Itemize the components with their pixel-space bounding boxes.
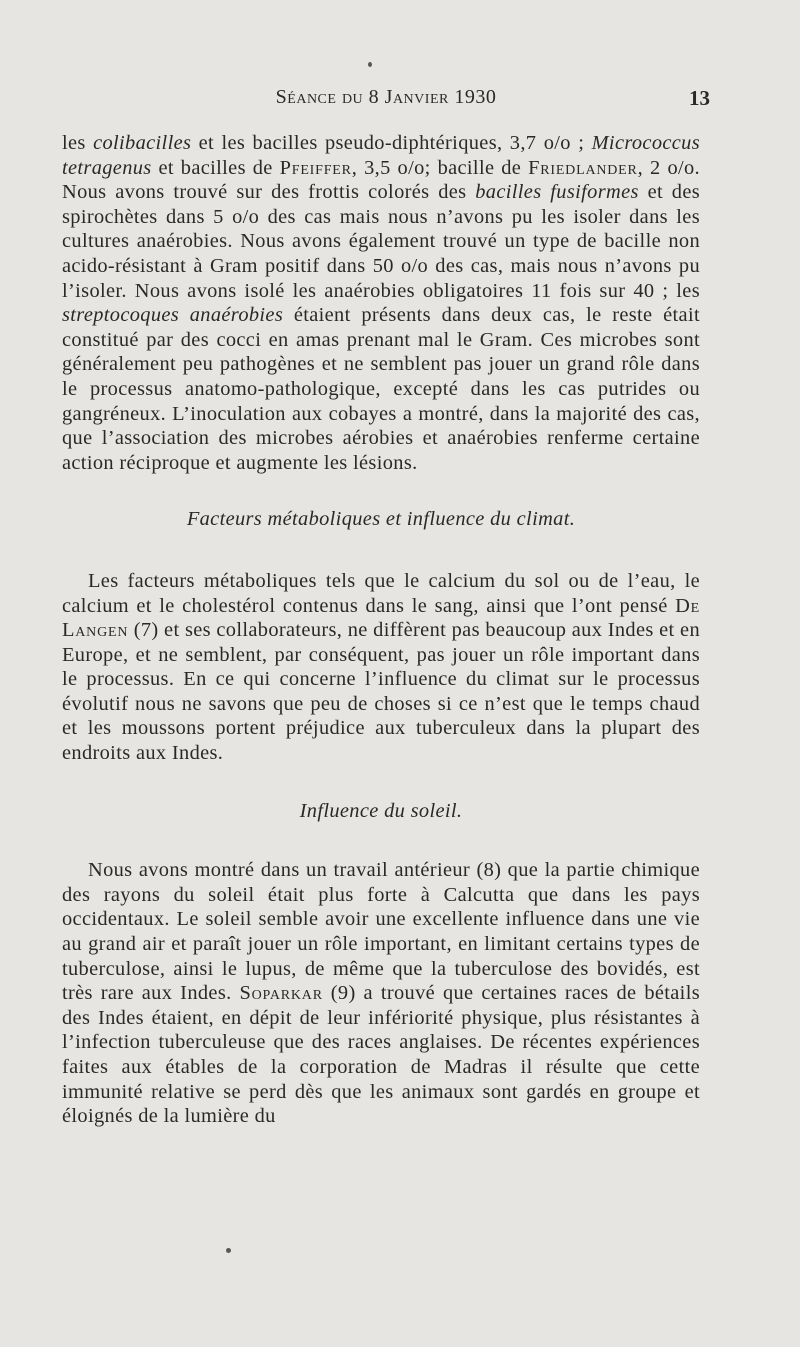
paragraph-1	[62, 131, 700, 475]
text-span: Les facteurs métaboliques tels que le calcium du sol ou de l’eau, le calcium et le cholestérol contenus dans le sang, ainsi que l’ont pensé	[62, 569, 700, 617]
section-heading-metabolic: Facteurs métaboliques et influence du climat.	[186, 508, 576, 531]
author-name: Soparkar	[239, 982, 323, 1005]
text-span: (9) a trouvé que certaines races de bétails des Indes étaient, en dépit de leur infériorité physique, plus résistantes à l’infection tuberculeuse que des races anglaises. De récentes expériences faites aux étables de la corporation de Madras il résulte que cette immunité relative se perd dès que les animaux sont gardés en groupe et éloignés de la lumière du	[62, 982, 700, 1128]
text-span: et les bacilles pseudo-diphtériques, 3,7 o/o ;	[191, 132, 592, 154]
italic-term: colibacilles	[93, 132, 192, 154]
text-span: étaient présents dans deux cas, le reste était constitué par des cocci en amas prenant mal le Gram. Ces microbes sont généralement peu pathogènes et ne semblent pas jouer un grand rôle dans le processus anatomo-pathologique, excepté dans les cas putrides ou gangréneux. L’inoculation aux cobayes a montré, dans la majorité des cas, que l’association des microbes aérobies et anaérobies renferme certaine action réciproque et augmente les lésions.	[62, 304, 700, 474]
spacer	[62, 475, 700, 507]
text-span: les	[62, 132, 94, 154]
italic-term: streptocoques anaérobies	[62, 304, 284, 327]
page-number: 13	[689, 86, 710, 110]
text-span: et des spirochètes dans 5 o/o des cas mais nous n’avons pu les isoler dans les cultures anaérobies. Nous avons également trouvé un type de bacille non acido-résistant à Gram positif dans 50 o/o des cas, mais nous n’avons pu l’isoler. Nous avons isolé les anaérobies obligatoires 11 fois sur 40 ; les	[62, 181, 701, 302]
running-head: Séance du 8 Janvier 1930	[275, 86, 497, 108]
author-name: Friedlander	[528, 156, 638, 179]
author-name: Pfeiffer	[279, 156, 352, 179]
body-text	[62, 131, 700, 1129]
italic-term: Micrococcus tetragenus	[62, 132, 700, 179]
page-header	[62, 86, 710, 116]
author-name: De Langen	[62, 594, 700, 642]
text-span: (7) et ses collaborateurs, ne diffèrent pas beaucoup aux Indes et en Europe, et ne semblent, par conséquent, pas jouer un rôle important dans le processus. En ce qui concerne l’influence du climat sur le processus évolutif nous ne savons que peu de choses si ce n’est que le temps chaud et les moussons portent préjudice aux tuberculeux dans la plupart des endroits aux Indes.	[62, 619, 700, 765]
paragraph-3	[62, 858, 700, 1129]
paper-speck	[368, 62, 372, 67]
text-span: et bacilles de	[151, 156, 280, 179]
section-heading-sun: Influence du soleil.	[299, 799, 463, 822]
text-span: , 3,5 o/o; bacille de	[351, 156, 529, 179]
spacer	[62, 766, 700, 799]
spacer	[62, 532, 700, 569]
spacer	[62, 823, 700, 858]
paragraph-2	[62, 569, 700, 766]
paper-speck	[226, 1248, 231, 1253]
text-span: Nous avons montré dans un travail antérieur (8) que la partie chimique des rayons du soleil était plus forte à Calcutta que dans les pays occidentaux. Le soleil semble avoir une excellente influence dans une vie au grand air et paraît jouer un rôle important, en limitant certains types de tuberculose, ainsi le lupus, de même que la tuberculose des bovidés, est très rare aux Indes.	[62, 859, 700, 1005]
italic-term: bacilles fusiformes	[475, 181, 639, 204]
text-span: , 2 o/o. Nous avons trouvé sur des frottis colorés des	[62, 156, 700, 204]
